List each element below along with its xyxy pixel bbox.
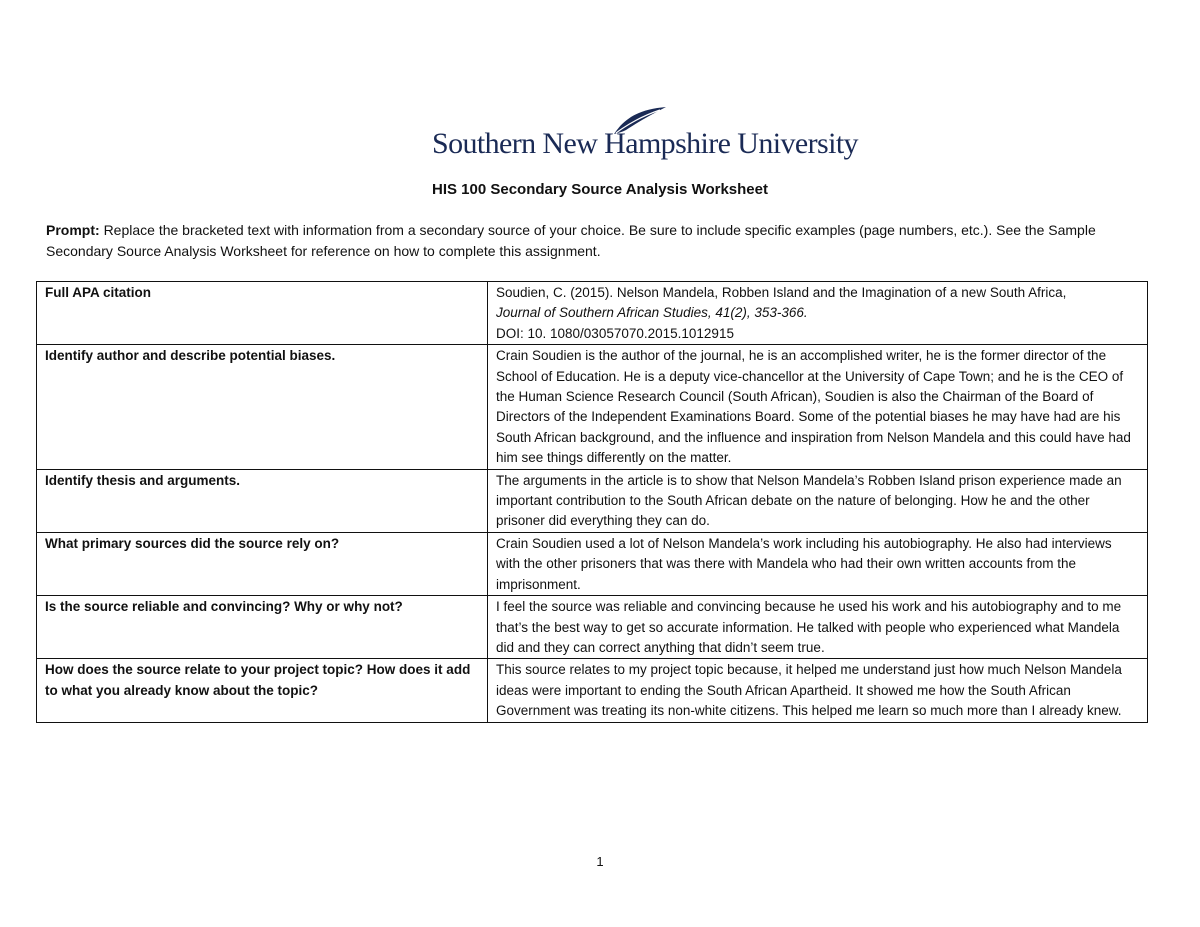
question-cell: How does the source relate to your project topic? How does it add to what you already know about the topic?: [37, 659, 488, 722]
answer-cell: The arguments in the article is to show that Nelson Mandela’s Robben Island prison experience made an important contribution to the South African debate on the nature of belonging. How he and the other prisoner did everything they can do.: [488, 469, 1148, 532]
prompt-label: Prompt:: [46, 222, 100, 238]
table-row: [37, 659, 1148, 722]
page-number: 1: [596, 854, 604, 869]
prompt-text: Replace the bracketed text with information from a secondary source of your choice. Be sure to include specific examples (page numbers, etc.). See the Sample Secondary Source Analysis Worksheet for reference on how to complete this assignment.: [46, 222, 1096, 259]
prompt-paragraph: [46, 220, 1156, 262]
table-row: [37, 532, 1148, 595]
table-row: [37, 469, 1148, 532]
answer-cell: I feel the source was reliable and convincing because he used his work and his autobiography and to me that’s the best way to get so accurate information. He talked with people who experienced what Mandela did and they can correct anything that didn’t seem true.: [488, 596, 1148, 659]
logo-wordmark: Southern New Hampshire University: [432, 127, 858, 160]
citation-journal-line: Journal of Southern African Studies, 41(2), 353-366.: [496, 305, 808, 321]
table-row: [37, 596, 1148, 659]
question-cell: Identify author and describe potential biases.: [37, 345, 488, 469]
question-cell: Is the source reliable and convincing? Why or why not?: [37, 596, 488, 659]
citation-doi-line: DOI: 10. 1080/03057070.2015.1012915: [496, 325, 734, 341]
analysis-table: [36, 281, 1148, 723]
answer-cell: Crain Soudien used a lot of Nelson Mandela’s work including his autobiography. He also had interviews with the other prisoners that was there with Mandela who had their own written accounts from the imprisonment.: [488, 532, 1148, 595]
answer-cell: [488, 282, 1148, 345]
question-cell: Identify thesis and arguments.: [37, 469, 488, 532]
table-row: [37, 282, 1148, 345]
question-cell: What primary sources did the source rely on?: [37, 532, 488, 595]
university-logo: [432, 106, 858, 162]
table-row: [37, 345, 1148, 469]
answer-cell: This source relates to my project topic because, it helped me understand just how much Nelson Mandela ideas were important to ending the South African Apartheid. It showed me how the South African Government was treating its non-white citizens. This helped me learn so much more than I already knew.: [488, 659, 1148, 722]
question-cell: Full APA citation: [37, 282, 488, 345]
answer-cell: Crain Soudien is the author of the journal, he is an accomplished writer, he is the former director of the School of Education. He is a deputy vice-chancellor at the University of Cape Town; and he is the CEO of the Human Science Research Council (South African), Soudien is also the Chairman of the Board of Directors of the Independent Examinations Board. Some of the potential biases he may have had are his South African background, and the influence and inspiration from Nelson Mandela and this could have had him see things differently on the matter.: [488, 345, 1148, 469]
worksheet-title: HIS 100 Secondary Source Analysis Worksheet: [432, 181, 768, 198]
citation-line: Soudien, C. (2015). Nelson Mandela, Robben Island and the Imagination of a new South Africa,: [496, 285, 1067, 300]
